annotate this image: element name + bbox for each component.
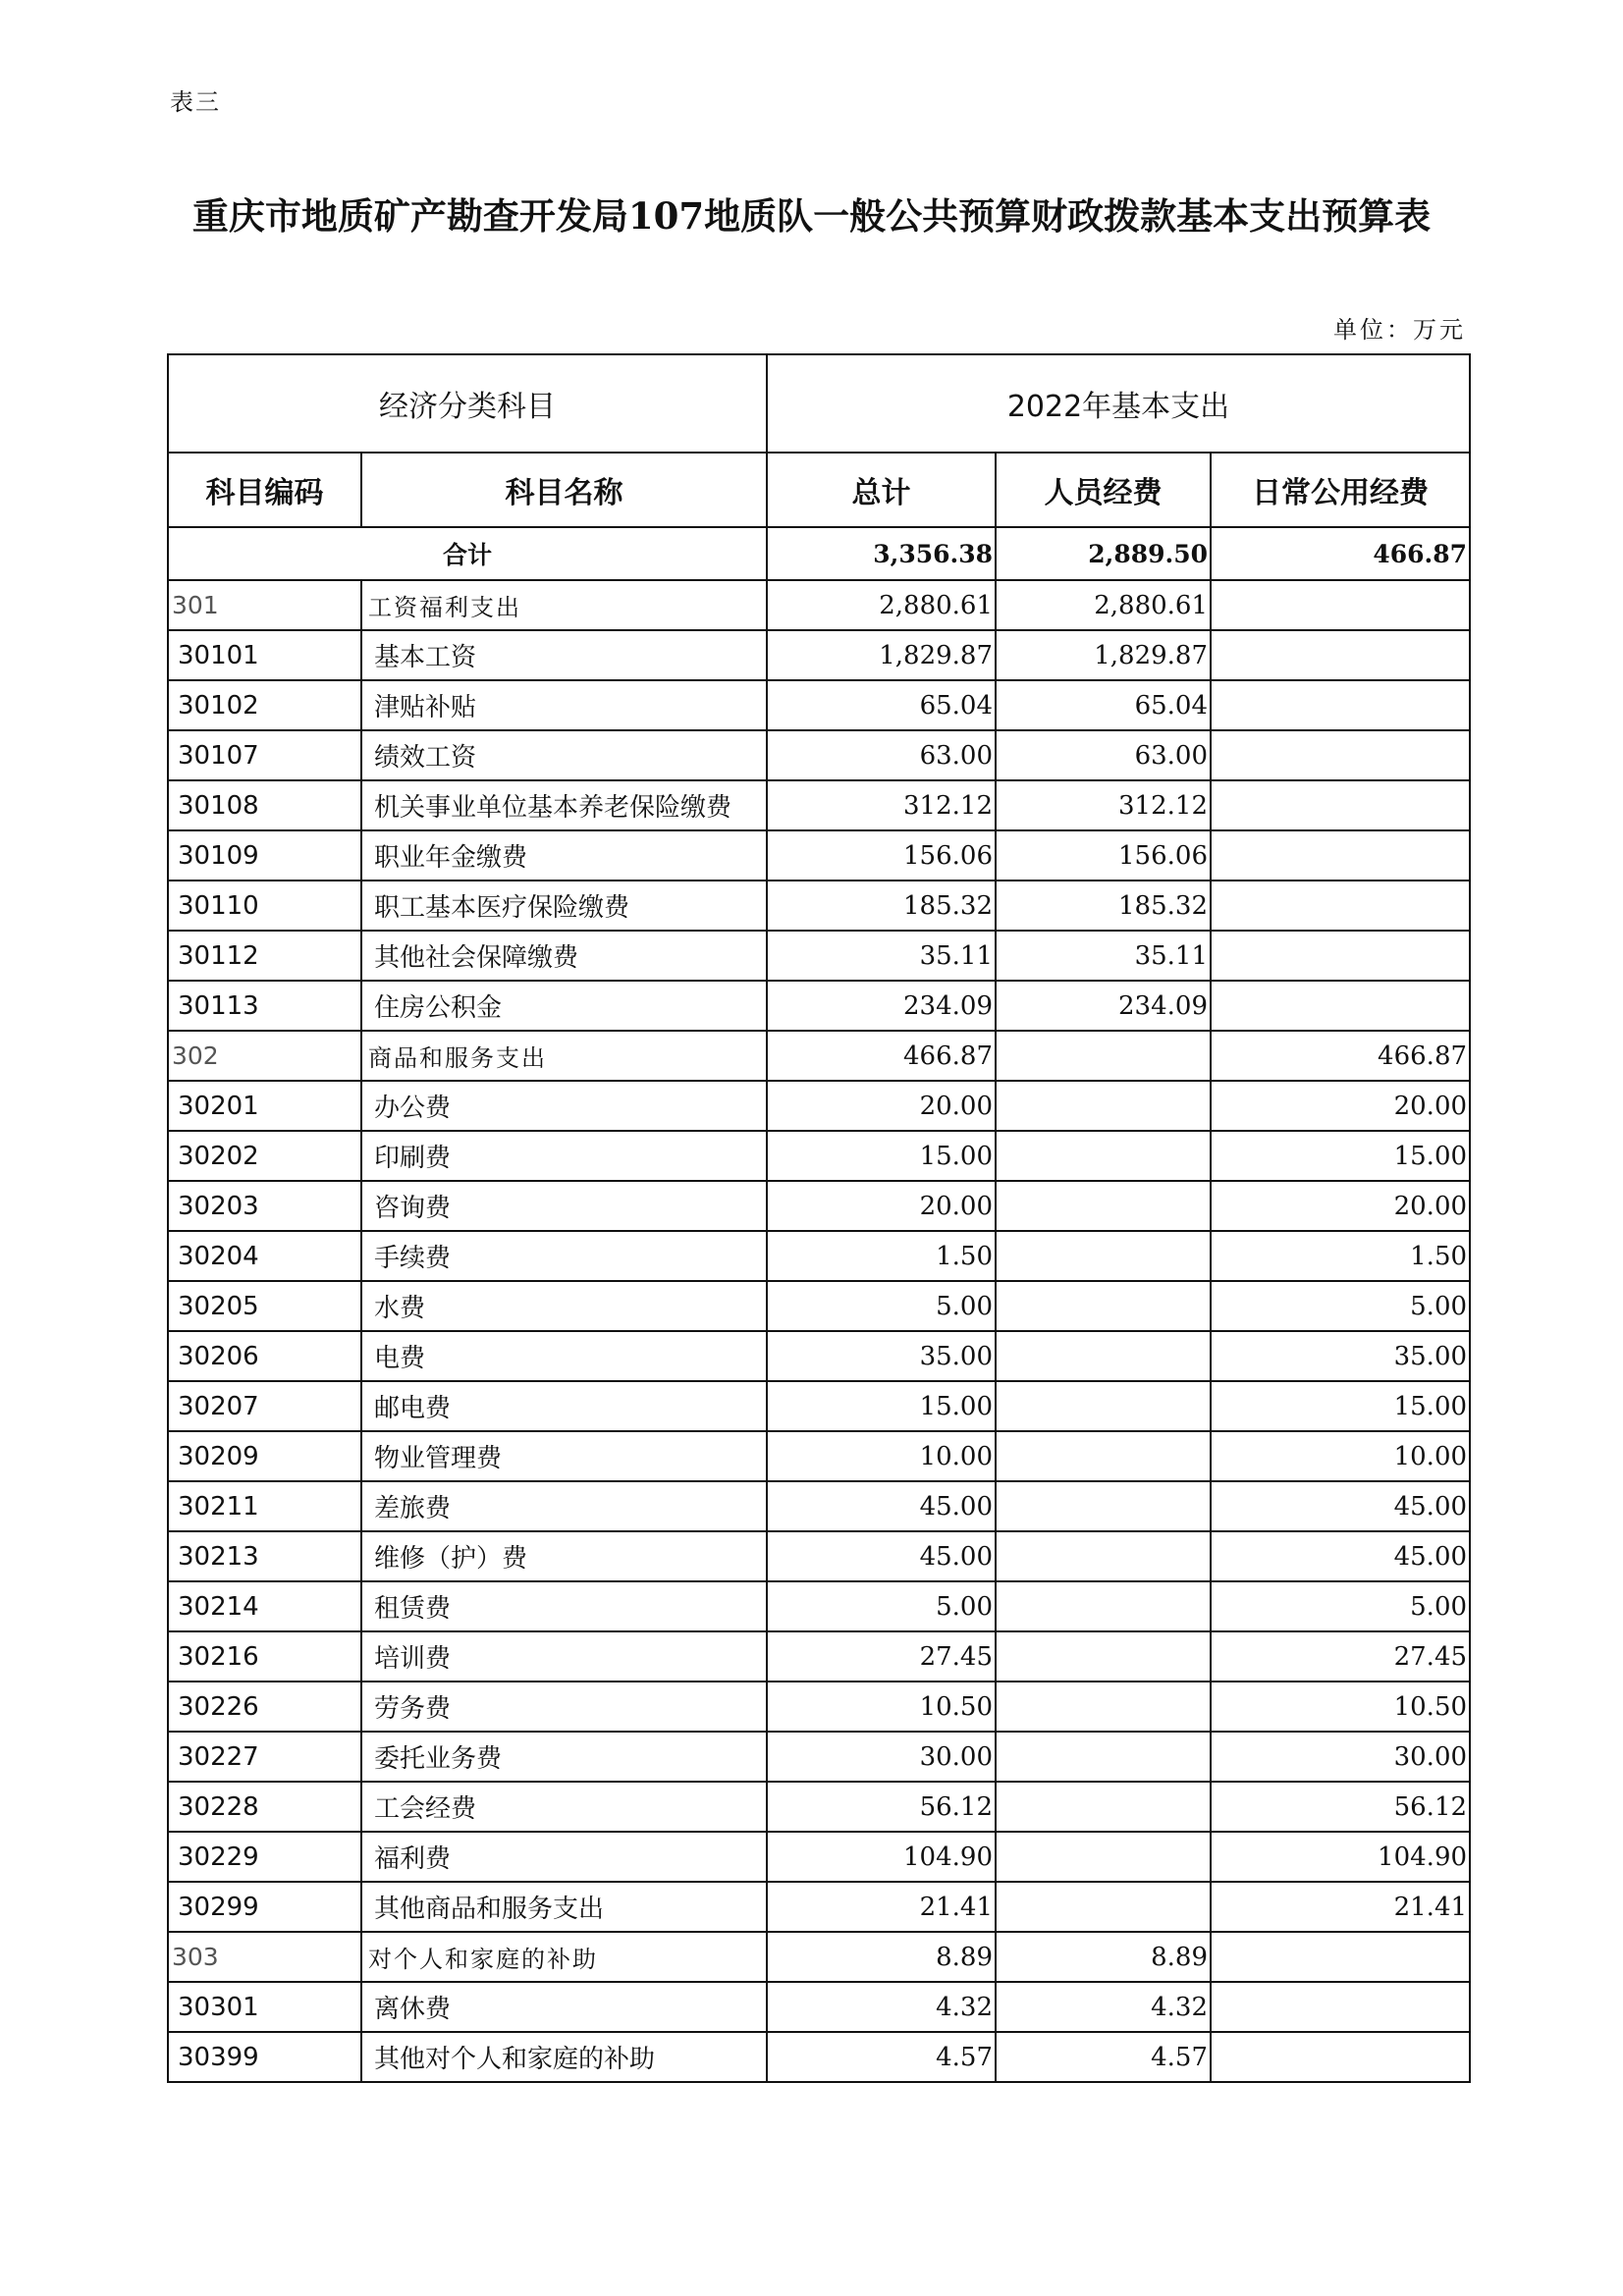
row-total: 234.09: [767, 981, 996, 1031]
table-row: [168, 1481, 1470, 1531]
row-name: 绩效工资: [361, 730, 767, 780]
row-name: 物业管理费: [361, 1431, 767, 1481]
table-row: [168, 1281, 1470, 1331]
row-code: 30203: [168, 1181, 361, 1231]
row-staff: [996, 1782, 1211, 1832]
row-staff: 1,829.87: [996, 630, 1211, 680]
row-public: 104.90: [1211, 1832, 1470, 1882]
row-total: 20.00: [767, 1081, 996, 1131]
row-code: 30227: [168, 1732, 361, 1782]
row-public: [1211, 1932, 1470, 1982]
row-staff: 4.57: [996, 2032, 1211, 2082]
row-staff: [996, 1381, 1211, 1431]
row-public: 20.00: [1211, 1181, 1470, 1231]
row-public: 15.00: [1211, 1381, 1470, 1431]
row-total: 45.00: [767, 1481, 996, 1531]
row-code: 302: [168, 1031, 361, 1081]
header-econ-group: 经济分类科目: [168, 354, 767, 453]
row-staff: [996, 1832, 1211, 1882]
page-title: 重庆市地质矿产勘查开发局107地质队一般公共预算财政拨款基本支出预算表: [191, 194, 1432, 238]
row-public: [1211, 931, 1470, 981]
row-name: 其他社会保障缴费: [361, 931, 767, 981]
row-code: 30399: [168, 2032, 361, 2082]
row-total: 35.00: [767, 1331, 996, 1381]
row-staff: [996, 1882, 1211, 1932]
row-public: [1211, 580, 1470, 630]
table-row: [168, 881, 1470, 931]
category-row: [168, 1031, 1470, 1081]
table-row: [168, 1381, 1470, 1431]
row-staff: [996, 1331, 1211, 1381]
row-total: 27.45: [767, 1631, 996, 1682]
table-row: [168, 1131, 1470, 1181]
row-total: 5.00: [767, 1281, 996, 1331]
header-total: 总计: [767, 453, 996, 527]
row-code: 30214: [168, 1581, 361, 1631]
row-public: [1211, 830, 1470, 881]
total-staff: 2,889.50: [996, 527, 1211, 580]
row-name: 差旅费: [361, 1481, 767, 1531]
table-row: [168, 1882, 1470, 1932]
table-row: [168, 1431, 1470, 1481]
row-staff: 312.12: [996, 780, 1211, 830]
row-public: 466.87: [1211, 1031, 1470, 1081]
row-staff: [996, 1732, 1211, 1782]
table-row: [168, 1331, 1470, 1381]
total-total: 3,356.38: [767, 527, 996, 580]
total-public: 466.87: [1211, 527, 1470, 580]
row-name: 基本工资: [361, 630, 767, 680]
row-name: 工会经费: [361, 1782, 767, 1832]
row-code: 30226: [168, 1682, 361, 1732]
row-public: 45.00: [1211, 1481, 1470, 1531]
row-total: 65.04: [767, 680, 996, 730]
row-staff: 185.32: [996, 881, 1211, 931]
row-total: 312.12: [767, 780, 996, 830]
row-name: 租赁费: [361, 1581, 767, 1631]
row-total: 2,880.61: [767, 580, 996, 630]
row-total: 56.12: [767, 1782, 996, 1832]
row-name: 福利费: [361, 1832, 767, 1882]
budget-table: [167, 353, 1471, 2083]
row-name: 住房公积金: [361, 981, 767, 1031]
header-code: 科目编码: [168, 453, 361, 527]
header-name: 科目名称: [361, 453, 767, 527]
row-staff: [996, 1581, 1211, 1631]
row-code: 30109: [168, 830, 361, 881]
header-public: 日常公用经费: [1211, 453, 1470, 527]
row-staff: [996, 1131, 1211, 1181]
row-total: 10.00: [767, 1431, 996, 1481]
table-row: [168, 1682, 1470, 1732]
table-row: [168, 780, 1470, 830]
row-total: 20.00: [767, 1181, 996, 1231]
row-public: 5.00: [1211, 1581, 1470, 1631]
table-row: [168, 1181, 1470, 1231]
row-staff: [996, 1031, 1211, 1081]
table-row: [168, 1732, 1470, 1782]
table-row: [168, 1531, 1470, 1581]
row-total: 466.87: [767, 1031, 996, 1081]
row-staff: 63.00: [996, 730, 1211, 780]
row-public: 30.00: [1211, 1732, 1470, 1782]
row-public: 10.50: [1211, 1682, 1470, 1732]
row-name: 邮电费: [361, 1381, 767, 1431]
row-code: 30201: [168, 1081, 361, 1131]
table-row: [168, 1982, 1470, 2032]
row-public: [1211, 680, 1470, 730]
row-public: [1211, 630, 1470, 680]
row-total: 63.00: [767, 730, 996, 780]
row-name: 水费: [361, 1281, 767, 1331]
row-public: [1211, 981, 1470, 1031]
row-staff: [996, 1181, 1211, 1231]
row-code: 30110: [168, 881, 361, 931]
category-row: [168, 580, 1470, 630]
document-label: 表三: [170, 88, 221, 116]
table-row: [168, 981, 1470, 1031]
row-code: 30207: [168, 1381, 361, 1431]
header-year-group: 2022年基本支出: [767, 354, 1470, 453]
total-label: 合计: [168, 527, 767, 580]
table-row: [168, 730, 1470, 780]
row-code: 30216: [168, 1631, 361, 1682]
row-public: 45.00: [1211, 1531, 1470, 1581]
row-public: [1211, 2032, 1470, 2082]
header-row-group: [168, 354, 1470, 453]
row-public: [1211, 730, 1470, 780]
row-code: 30113: [168, 981, 361, 1031]
row-total: 185.32: [767, 881, 996, 931]
row-public: 35.00: [1211, 1331, 1470, 1381]
row-code: 30112: [168, 931, 361, 981]
table-row: [168, 830, 1470, 881]
row-public: 5.00: [1211, 1281, 1470, 1331]
row-code: 30202: [168, 1131, 361, 1181]
row-public: 15.00: [1211, 1131, 1470, 1181]
row-staff: 4.32: [996, 1982, 1211, 2032]
row-name: 电费: [361, 1331, 767, 1381]
row-total: 4.32: [767, 1982, 996, 2032]
row-total: 5.00: [767, 1581, 996, 1631]
table-row: [168, 1231, 1470, 1281]
row-staff: [996, 1631, 1211, 1682]
row-public: 1.50: [1211, 1231, 1470, 1281]
row-code: 30206: [168, 1331, 361, 1381]
header-staff: 人员经费: [996, 453, 1211, 527]
total-row: [168, 527, 1470, 580]
row-total: 104.90: [767, 1832, 996, 1882]
row-name: 工资福利支出: [361, 580, 767, 630]
table-row: [168, 1832, 1470, 1882]
category-row: [168, 1932, 1470, 1982]
row-name: 培训费: [361, 1631, 767, 1682]
row-code: 30209: [168, 1431, 361, 1481]
row-code: 30108: [168, 780, 361, 830]
row-name: 印刷费: [361, 1131, 767, 1181]
row-total: 15.00: [767, 1131, 996, 1181]
row-name: 离休费: [361, 1982, 767, 2032]
row-total: 10.50: [767, 1682, 996, 1732]
row-code: 30101: [168, 630, 361, 680]
row-total: 30.00: [767, 1732, 996, 1782]
row-staff: [996, 1431, 1211, 1481]
row-code: 303: [168, 1932, 361, 1982]
row-public: 56.12: [1211, 1782, 1470, 1832]
row-code: 30229: [168, 1832, 361, 1882]
row-total: 156.06: [767, 830, 996, 881]
row-total: 8.89: [767, 1932, 996, 1982]
row-staff: 35.11: [996, 931, 1211, 981]
table-row: [168, 1631, 1470, 1682]
table-row: [168, 680, 1470, 730]
row-name: 职业年金缴费: [361, 830, 767, 881]
row-code: 30102: [168, 680, 361, 730]
row-public: [1211, 881, 1470, 931]
row-total: 21.41: [767, 1882, 996, 1932]
row-staff: 2,880.61: [996, 580, 1211, 630]
row-name: 手续费: [361, 1231, 767, 1281]
row-staff: [996, 1231, 1211, 1281]
row-staff: [996, 1531, 1211, 1581]
table-row: [168, 1081, 1470, 1131]
row-code: 30107: [168, 730, 361, 780]
row-staff: 234.09: [996, 981, 1211, 1031]
table-row: [168, 630, 1470, 680]
row-total: 1,829.87: [767, 630, 996, 680]
table-row: [168, 1581, 1470, 1631]
row-name: 对个人和家庭的补助: [361, 1932, 767, 1982]
row-name: 办公费: [361, 1081, 767, 1131]
row-public: [1211, 1982, 1470, 2032]
row-name: 其他对个人和家庭的补助: [361, 2032, 767, 2082]
row-name: 职工基本医疗保险缴费: [361, 881, 767, 931]
row-staff: 156.06: [996, 830, 1211, 881]
table-row: [168, 1782, 1470, 1832]
row-total: 1.50: [767, 1231, 996, 1281]
row-name: 津贴补贴: [361, 680, 767, 730]
row-code: 30204: [168, 1231, 361, 1281]
row-name: 机关事业单位基本养老保险缴费: [361, 780, 767, 830]
row-name: 其他商品和服务支出: [361, 1882, 767, 1932]
row-code: 30299: [168, 1882, 361, 1932]
row-total: 35.11: [767, 931, 996, 981]
table-row: [168, 931, 1470, 981]
row-public: 10.00: [1211, 1431, 1470, 1481]
row-code: 30228: [168, 1782, 361, 1832]
row-total: 4.57: [767, 2032, 996, 2082]
row-code: 30301: [168, 1982, 361, 2032]
row-code: 30213: [168, 1531, 361, 1581]
row-public: 20.00: [1211, 1081, 1470, 1131]
table-row: [168, 2032, 1470, 2082]
row-staff: [996, 1081, 1211, 1131]
row-code: 30211: [168, 1481, 361, 1531]
row-name: 商品和服务支出: [361, 1031, 767, 1081]
row-code: 30205: [168, 1281, 361, 1331]
row-staff: [996, 1481, 1211, 1531]
row-name: 咨询费: [361, 1181, 767, 1231]
row-total: 15.00: [767, 1381, 996, 1431]
row-total: 45.00: [767, 1531, 996, 1581]
row-staff: 8.89: [996, 1932, 1211, 1982]
row-name: 劳务费: [361, 1682, 767, 1732]
row-staff: 65.04: [996, 680, 1211, 730]
row-public: 27.45: [1211, 1631, 1470, 1682]
row-name: 委托业务费: [361, 1732, 767, 1782]
row-staff: [996, 1281, 1211, 1331]
row-public: [1211, 780, 1470, 830]
row-public: 21.41: [1211, 1882, 1470, 1932]
row-staff: [996, 1682, 1211, 1732]
row-code: 301: [168, 580, 361, 630]
unit-label: 单位：万元: [1333, 316, 1466, 344]
header-row-columns: [168, 453, 1470, 527]
row-name: 维修（护）费: [361, 1531, 767, 1581]
